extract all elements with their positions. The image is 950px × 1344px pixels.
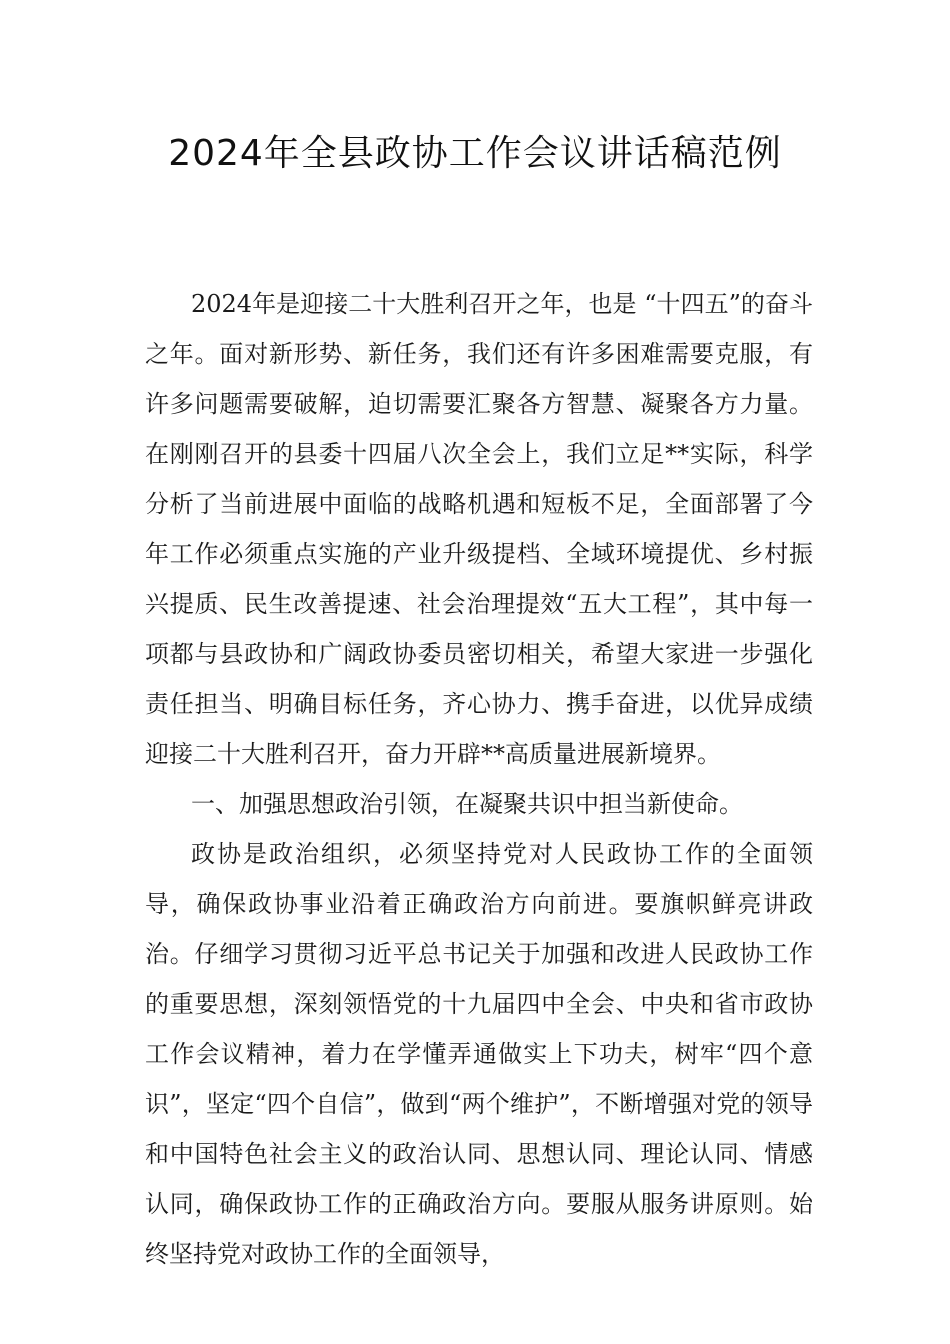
- document-title: 2024年全县政协工作会议讲话稿范例: [168, 133, 782, 174]
- section-heading-1: 一、加强思想政治引领，在凝聚共识中担当新使命。: [191, 790, 743, 818]
- paragraph-intro: 2024年是迎接二十大胜利召开之年，也是 “十四五”的奋斗之年。面对新形势、新任务，我们还有许多困难需要克服，有许多问题需要破解，迫切需要汇聚各方智慧、凝聚各方力量。在刚刚召开的县委十四届八次全会上，我们立足**实际，科学分析了当前进展中面临的战略机遇和短板不足，全面部署了今年工作必须重点实施的产业升级提档、全域环境提优、乡村振兴提质、民生改善提速、社会治理提效“五大工程”，其中每一项都与县政协和广阔政协委员密切相关，希望大家进一步强化责任担当、明确目标任务，齐心协力、携手奋进，以优异成绩迎接二十大胜利召开，奋力开辟**高质量进展新境界。: [145, 290, 813, 768]
- paragraph-section-1: 政协是政治组织，必须坚持党对人民政协工作的全面领导，确保政协事业沿着正确政治方向前进。要旗帜鲜亮讲政治。仔细学习贯彻习近平总书记关于加强和改进人民政协工作的重要思想，深刻领悟党的十九届四中全会、中央和省市政协工作会议精神，着力在学懂弄通做实上下功夫，树牢“四个意识”，坚定“四个自信”，做到“两个维护”，不断增强对党的领导和中国特色社会主义的政治认同、思想认同、理论认同、情感认同，确保政协工作的正确政治方向。要服从服务讲原则。始终坚持党对政协工作的全面领导，: [145, 840, 813, 1268]
- document-body: [145, 279, 813, 1279]
